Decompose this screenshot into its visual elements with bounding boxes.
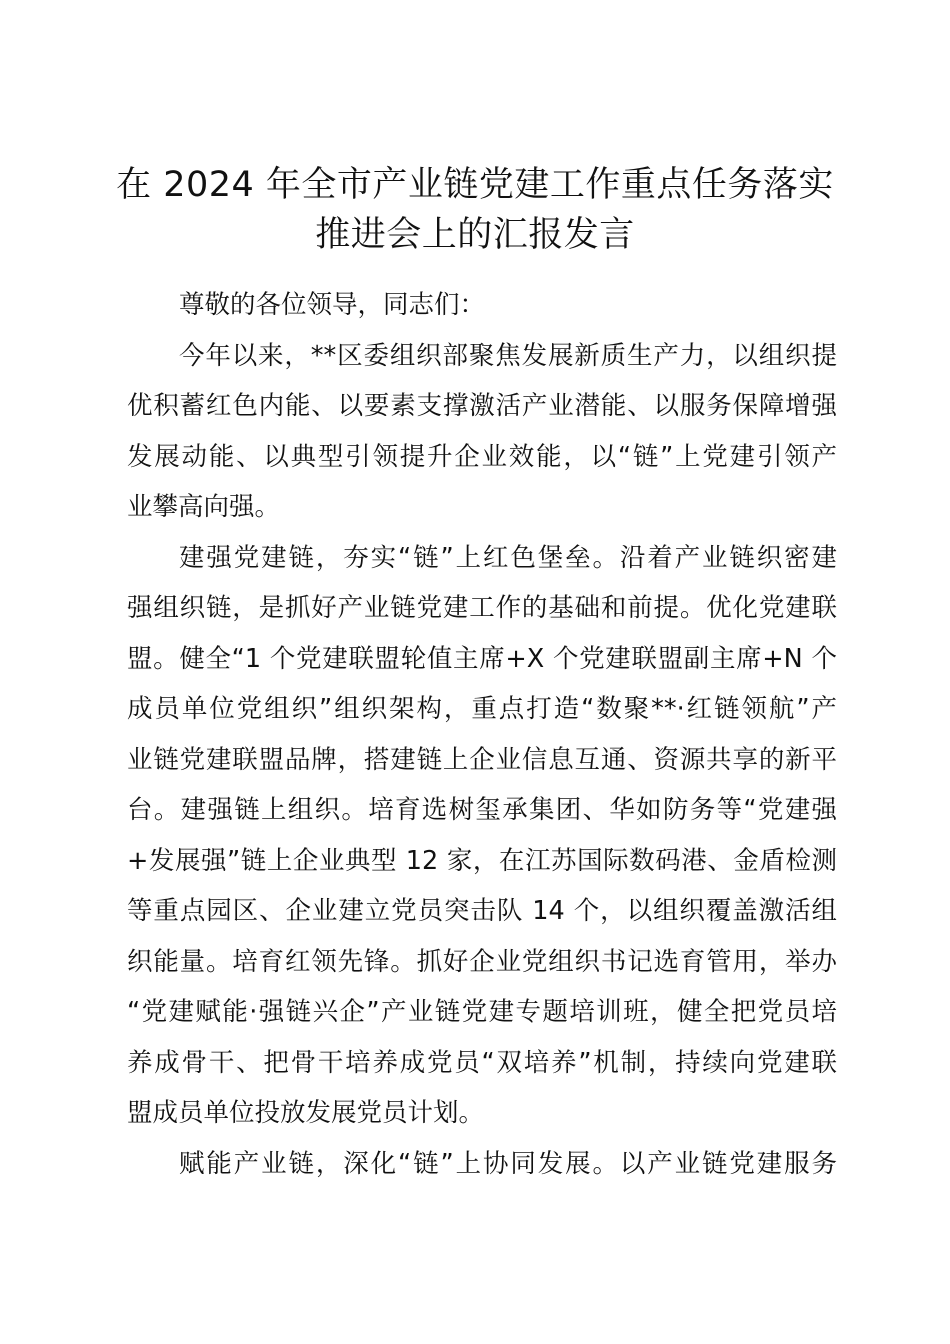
salutation: 尊敬的各位领导，同志们： xyxy=(179,290,486,320)
paragraph-2-line: “党建赋能·强链兴企”产业链党建专题培训班，健全把党员培 xyxy=(127,997,837,1027)
paragraph-2-line: +发展强”链上企业典型 12 家，在江苏国际数码港、金盾检测 xyxy=(127,845,837,876)
paragraph-2-line: 台。建强链上组织。培育选树玺承集团、华如防务等“党建强 xyxy=(127,795,837,825)
paragraph-2-line: 养成骨干、把骨干培养成党员“双培养”机制，持续向党建联 xyxy=(127,1047,837,1078)
paragraph-1-line: 发展动能、以典型引领提升企业效能，以“链”上党建引领产 xyxy=(127,441,837,472)
paragraph-2-line: 成员单位党组织”组织架构，重点打造“数聚**·红链领航”产 xyxy=(127,694,837,724)
paragraph-2-line: 建强党建链，夯实“链”上红色堡垒。沿着产业链织密建 xyxy=(179,542,837,573)
paragraph-2-line: 等重点园区、企业建立党员突击队 14 个，以组织覆盖激活组 xyxy=(127,896,837,926)
paragraph-2-line: 强组织链，是抓好产业链党建工作的基础和前提。优化党建联 xyxy=(127,593,837,623)
title-line-2: 推进会上的汇报发言 xyxy=(315,215,635,255)
paragraph-3-line: 赋能产业链，深化“链”上协同发展。以产业链党建服务 xyxy=(179,1148,837,1179)
title-line-1: 在 2024 年全市产业链党建工作重点任务落实 xyxy=(116,165,834,205)
paragraph-2-line: 盟。健全“1 个党建联盟轮值主席+X 个党建联盟副主席+N 个 xyxy=(127,643,837,674)
document-title xyxy=(100,160,850,260)
paragraph-1-line: 今年以来，**区委组织部聚焦发展新质生产力，以组织提 xyxy=(179,340,837,371)
paragraph-2-line: 织能量。培育红领先锋。抓好企业党组织书记选育管用，举办 xyxy=(127,946,837,977)
paragraph-1-line: 优积蓄红色内能、以要素支撑激活产业潜能、以服务保障增强 xyxy=(127,391,837,421)
paragraph-2-line: 盟成员单位投放发展党员计划。 xyxy=(127,1098,485,1128)
paragraph-2-line: 业链党建联盟品牌，搭建链上企业信息互通、资源共享的新平 xyxy=(127,744,837,775)
document-body xyxy=(127,280,837,1189)
paragraph-1-line: 业攀高向强。 xyxy=(127,492,281,522)
